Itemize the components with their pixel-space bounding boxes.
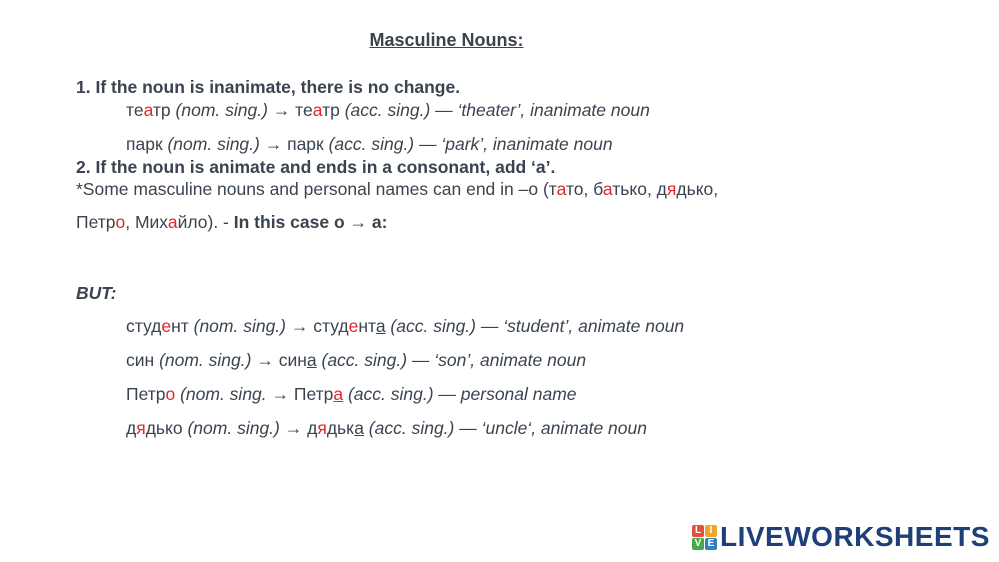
note-line-2 — [76, 212, 387, 233]
logo-letter: V — [692, 538, 704, 550]
rule-2: 2. If the noun is animate and ends in a consonant, add ‘а’. — [76, 157, 556, 177]
ending-letter: а — [375, 316, 386, 336]
word-part: те — [295, 100, 313, 120]
word-part: нт — [358, 316, 376, 336]
highlight-letter: о — [115, 212, 126, 232]
highlight-letter: а — [167, 212, 178, 232]
highlight-letter: е — [348, 316, 359, 336]
highlight-letter: я — [317, 418, 327, 438]
note-text: дько, — [676, 179, 719, 199]
case-label: (acc. sing.) — personal name — [343, 384, 577, 404]
note-bold: In this case о → а: — [233, 212, 388, 232]
logo-icon — [692, 525, 717, 550]
example-park — [126, 134, 613, 155]
case-label: (nom. sing. — [175, 384, 267, 404]
word-part: студ — [313, 316, 349, 336]
word-part: дьк — [326, 418, 355, 438]
word-part: парк — [287, 134, 329, 154]
case-label: (nom. sing.) — [175, 100, 268, 120]
highlight-letter: а — [556, 179, 566, 199]
arrow: → — [286, 316, 314, 336]
word-part: студ — [126, 316, 162, 336]
liveworksheets-logo[interactable] — [692, 522, 990, 552]
example-teatr — [126, 100, 650, 121]
highlight-letter: я — [666, 179, 677, 199]
case-label: (nom. sing.) — [167, 134, 260, 154]
highlight-letter: я — [136, 418, 146, 438]
note-text: *Some masculine nouns and personal names can end in –о (т — [76, 179, 557, 199]
case-label: (acc. sing.) — ‘uncle‘, animate noun — [363, 418, 647, 438]
example-dyadko — [126, 418, 647, 439]
case-label: (acc. sing.) — ‘theater’, inanimate noun — [344, 100, 650, 120]
word-part: те — [126, 100, 144, 120]
case-label: (nom. sing.) — [159, 350, 252, 370]
ending-letter: а — [333, 384, 344, 404]
ending-letter: а — [354, 418, 364, 438]
highlight-letter: а — [312, 100, 323, 120]
case-label: (nom. sing.) — [187, 418, 280, 438]
but-heading: BUT: — [76, 283, 117, 303]
arrow: → — [259, 134, 288, 154]
logo-letter: I — [705, 525, 717, 537]
page-title: Masculine Nouns: — [369, 30, 524, 50]
word-part: нт — [171, 316, 194, 336]
note-text: йло). - — [177, 212, 234, 232]
note-text: , Мих — [125, 212, 168, 232]
logo-text: LIVEWORKSHEETS — [720, 521, 990, 552]
note-text: Петр — [76, 212, 116, 232]
word-part: дько — [145, 418, 188, 438]
word-part: парк — [126, 134, 168, 154]
word-part: д — [307, 418, 318, 438]
case-label: (acc. sing.) — ‘student’, animate noun — [385, 316, 685, 336]
logo-letter: E — [705, 538, 717, 550]
highlight-letter: а — [143, 100, 153, 120]
note-text: тько, д — [612, 179, 667, 199]
case-label: (acc. sing.) — ‘park’, inanimate noun — [328, 134, 613, 154]
arrow: → — [267, 100, 296, 120]
logo-letter: L — [692, 525, 704, 537]
word-part: Петр — [293, 384, 334, 404]
ending-letter: а — [306, 350, 317, 370]
note-text: то, б — [565, 179, 603, 199]
word-part: д — [126, 418, 137, 438]
highlight-letter: е — [161, 316, 172, 336]
word-part: син — [278, 350, 307, 370]
word-part: Петр — [126, 384, 166, 404]
word-part: тр — [152, 100, 176, 120]
example-syn — [126, 350, 586, 371]
word-part: тр — [322, 100, 345, 120]
word-part: син — [126, 350, 160, 370]
case-label: (acc. sing.) — ‘son’, animate noun — [316, 350, 587, 370]
highlight-letter: а — [602, 179, 613, 199]
note-line-1 — [76, 179, 718, 200]
arrow: → — [279, 418, 308, 438]
rule-1: 1. If the noun is inanimate, there is no change. — [76, 77, 461, 97]
example-petro — [126, 384, 577, 405]
example-student — [126, 316, 684, 337]
arrow: → — [266, 384, 294, 404]
arrow: → — [251, 350, 279, 370]
case-label: (nom. sing.) — [193, 316, 287, 336]
highlight-letter: о — [165, 384, 176, 404]
